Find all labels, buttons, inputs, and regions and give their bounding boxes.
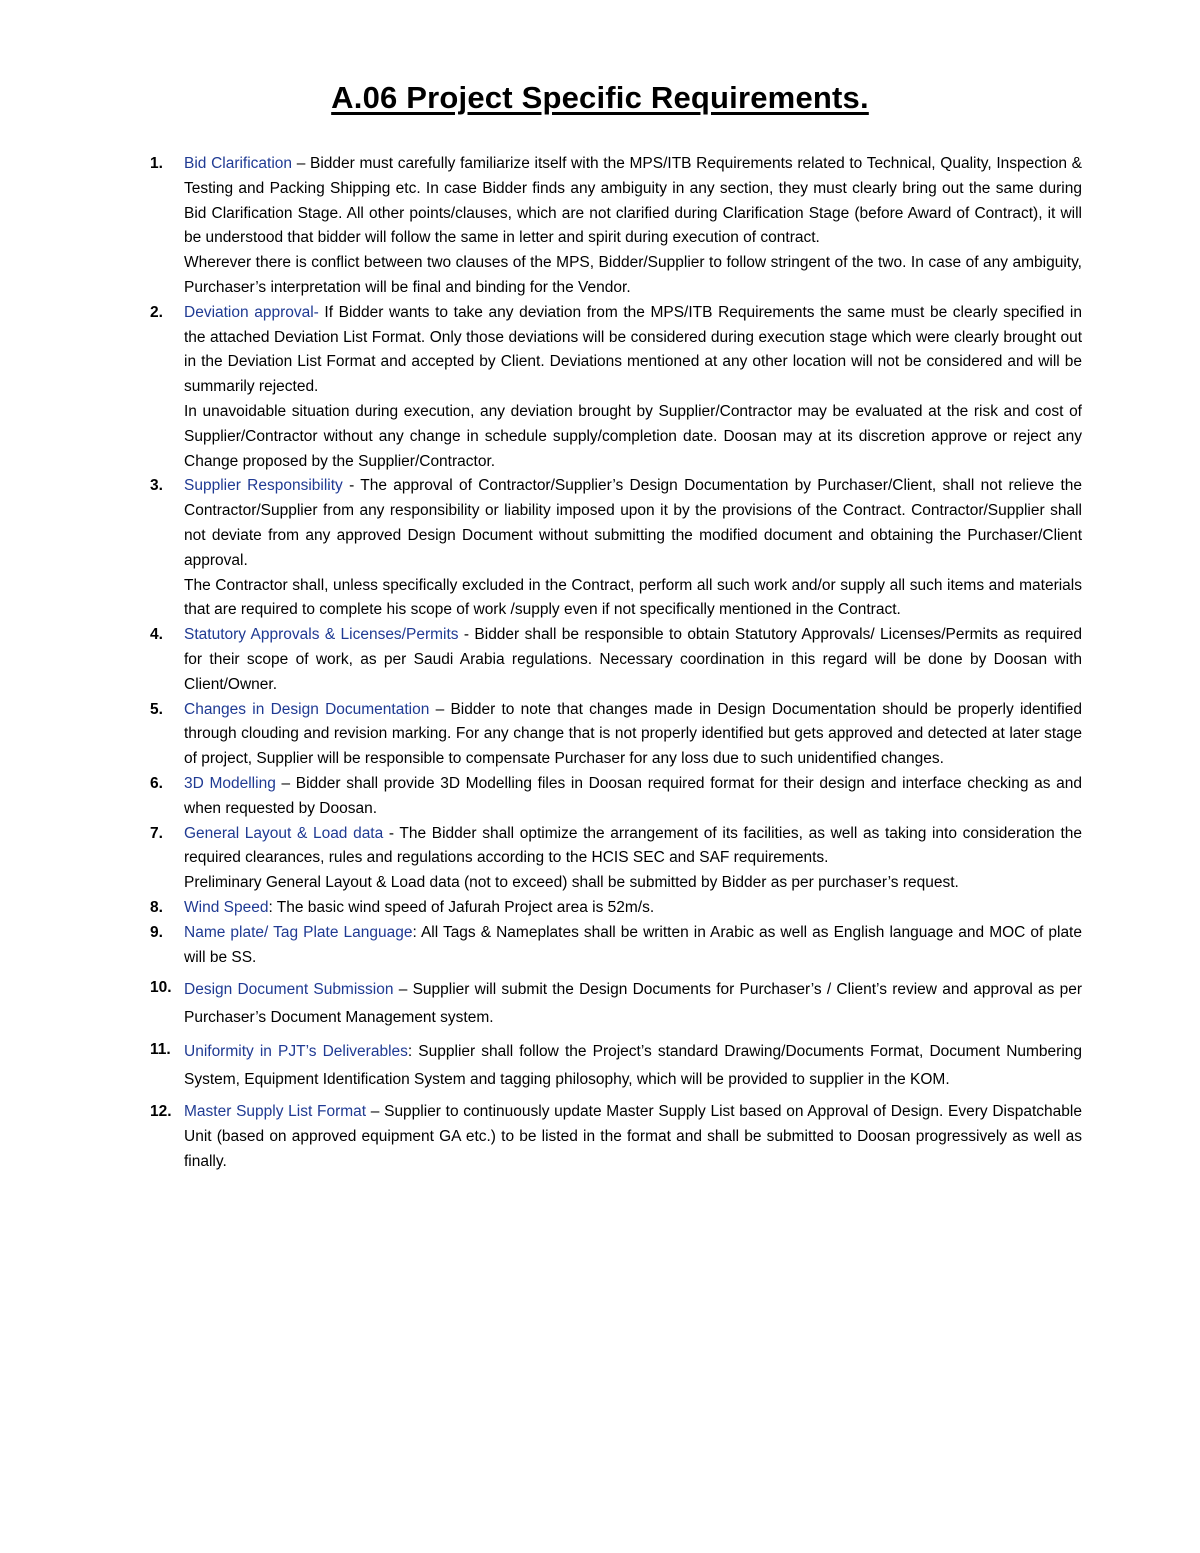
requirement-paragraph	[184, 301, 1082, 400]
requirement-number: 5.	[150, 700, 163, 718]
requirement-term: Deviation approval-	[184, 303, 319, 321]
requirement-paragraph	[184, 896, 1082, 921]
requirement-paragraph	[184, 1038, 1082, 1094]
requirement-term: General Layout & Load data	[184, 824, 384, 842]
requirement-number: 3.	[150, 477, 163, 495]
requirement-item	[0, 921, 1082, 971]
requirement-paragraph	[184, 921, 1082, 971]
requirement-item	[0, 623, 1082, 697]
requirement-number: 7.	[150, 824, 163, 842]
requirements-list	[0, 152, 1200, 1175]
requirement-number: 12.	[150, 1103, 172, 1121]
requirement-paragraph	[184, 698, 1082, 772]
requirement-term: Wind Speed	[184, 898, 269, 916]
requirement-paragraph	[184, 474, 1082, 573]
requirement-paragraph	[184, 1100, 1082, 1174]
requirement-number: 11.	[150, 1041, 171, 1059]
requirement-paragraph	[184, 251, 1082, 301]
requirement-paragraph	[184, 574, 1082, 624]
requirement-term: Master Supply List Format	[184, 1103, 367, 1121]
requirement-text: - Bidder shall be responsible to obtain Statutory Approvals/ Licenses/Permits as required for their scope of work, as per Saudi Arabia regulations. Necessary coordination in this regard will be done by Doosan with Client/Owner.	[184, 626, 1082, 693]
requirement-paragraph	[184, 871, 1082, 896]
requirement-term: Bid Clarification	[184, 155, 293, 172]
requirement-number: 8.	[150, 898, 163, 916]
requirement-term: Uniformity in PJT’s Deliverables	[184, 1043, 408, 1061]
requirement-number: 6.	[150, 774, 163, 792]
requirement-paragraph	[184, 976, 1082, 1032]
requirement-paragraph	[184, 152, 1082, 251]
requirement-text: – Bidder must carefully familiarize itself with the MPS/ITB Requirements related to Technical, Quality, Inspection & Testing and Packing Shipping etc. In case Bidder finds any ambiguity in any section, they must clearly bring out the same during Bid Clarification Stage. All other points/clauses, which are not clarified during Clarification Stage (before Award of Contract), it will be understood that bidder will follow the same in letter and spirit during execution of contract.	[184, 155, 1083, 247]
page-title: A.06 Project Specific Requirements.	[331, 80, 869, 115]
requirement-term: Supplier Responsibility	[184, 477, 343, 495]
requirement-paragraph	[184, 623, 1082, 697]
requirement-term: 3D Modelling	[184, 774, 276, 792]
requirement-term: Name plate/ Tag Plate Language	[184, 923, 413, 941]
requirement-item	[0, 976, 1082, 1032]
requirement-text: – Supplier will submit the Design Documents for Purchaser’s / Client’s review and approval as per Purchaser’s Document Management system.	[184, 981, 1082, 1027]
requirement-term: Changes in Design Documentation	[184, 700, 430, 718]
requirement-text: Wherever there is conflict between two clauses of the MPS, Bidder/Supplier to follow stringent of the two. In case of any ambiguity, Purchaser’s interpretation will be final and binding for the Vendor.	[184, 254, 1082, 296]
requirement-term: Design Document Submission	[184, 981, 394, 999]
requirement-text: : The basic wind speed of Jafurah Project area is 52m/s.	[268, 898, 655, 916]
requirement-text: : Supplier shall follow the Project’s standard Drawing/Documents Format, Document Numbering System, Equipment Identification System and tagging philosophy, which will be provided to supplier in the KOM.	[184, 1043, 1083, 1089]
requirement-text: If Bidder wants to take any deviation from the MPS/ITB Requirements the same must be clearly specified in the attached Deviation List Format. Only those deviations will be considered during execution stage which were clearly brought out in the Deviation List Format and accepted by Client. Deviations mentioned at any other location will not be considered and will be summarily rejected.	[184, 303, 1082, 396]
requirement-item	[0, 301, 1082, 475]
requirement-item	[0, 896, 1082, 921]
requirement-text: Preliminary General Layout & Load data (not to exceed) shall be submitted by Bidder as per purchaser’s request.	[184, 874, 959, 892]
requirement-item	[0, 152, 1082, 301]
requirement-text: The Contractor shall, unless specifically excluded in the Contract, perform all such work and/or supply all such items and materials that are required to complete his scope of work /supply even if not specifically mentioned in the Contract.	[184, 576, 1082, 619]
requirement-item	[0, 698, 1082, 772]
requirement-text: - The Bidder shall optimize the arrangement of its facilities, as well as taking into consideration the required clearances, rules and regulations according to the HCIS SEC and SAF requirements.	[184, 824, 1082, 867]
requirement-text: In unavoidable situation during execution, any deviation brought by Supplier/Contractor may be evaluated at the risk and cost of Supplier/Contractor without any change in schedule supply/completion date. Doosan may at its discretion approve or reject any Change proposed by the Supplier/Contractor.	[184, 402, 1082, 470]
requirement-number: 10.	[150, 979, 172, 997]
requirement-paragraph	[184, 400, 1082, 474]
requirement-item	[0, 822, 1082, 896]
requirement-text: – Bidder shall provide 3D Modelling files in Doosan required format for their design and interface checking as and when requested by Doosan.	[184, 774, 1082, 817]
requirement-item	[0, 474, 1082, 623]
requirement-paragraph	[184, 772, 1082, 822]
requirement-item	[0, 772, 1082, 822]
requirement-number: 1.	[150, 155, 163, 172]
requirement-paragraph	[184, 822, 1082, 872]
requirement-text: - The approval of Contractor/Supplier’s Design Documentation by Purchaser/Client, shall not relieve the Contractor/Supplier from any responsibility or liability imposed upon it by the provisions of the Contract. Contractor/Supplier shall not deviate from any approved Design Document without submitting the modified document and obtaining the Purchaser/Client approval.	[184, 477, 1082, 569]
requirement-term: Statutory Approvals & Licenses/Permits	[184, 626, 459, 644]
requirement-number: 4.	[150, 626, 163, 644]
requirement-text: – Supplier to continuously update Master Supply List based on Approval of Design. Every Dispatchable Unit (based on approved equipment GA etc.) to be listed in the format and shall be submitted to Doosan progressively as well as finally.	[184, 1103, 1082, 1170]
requirement-item	[0, 1038, 1082, 1094]
requirement-text: : All Tags & Nameplates shall be written in Arabic as well as English language and MOC of plate will be SS.	[184, 923, 1082, 966]
requirement-item	[0, 1100, 1082, 1174]
requirement-text: – Bidder to note that changes made in Design Documentation should be properly identified through clouding and revision marking. For any change that is not properly identified but gets approved and detected at later stage of project, Supplier will be responsible to compensate Purchaser for any loss due to such unidentified changes.	[184, 700, 1082, 768]
requirement-number: 2.	[150, 303, 163, 321]
requirement-number: 9.	[150, 923, 163, 941]
